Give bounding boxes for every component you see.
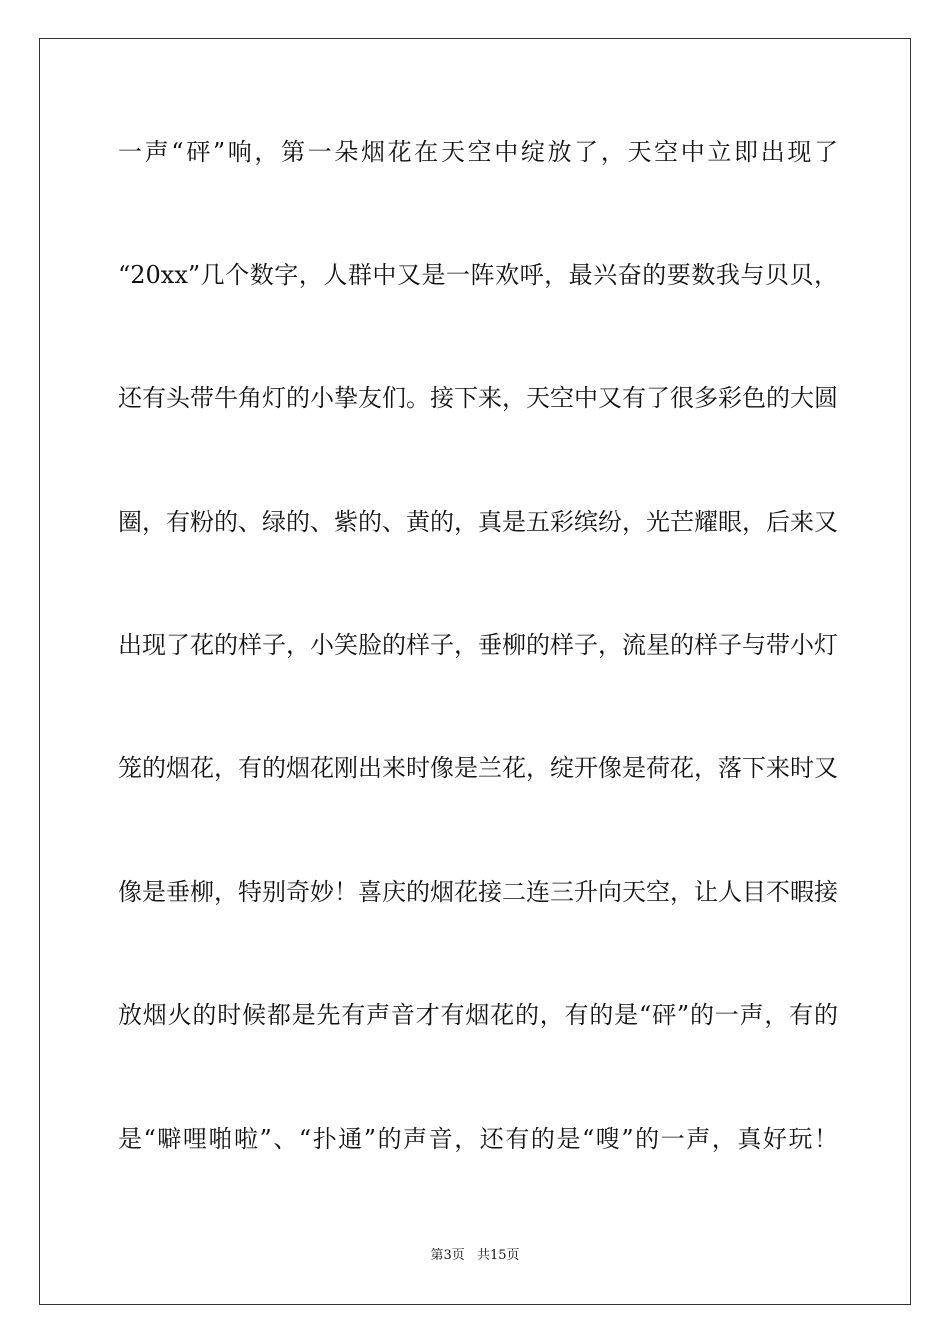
text-line: 像是垂柳，特别奇妙！喜庆的烟花接二连三升向天空，让人目不暇接 — [118, 878, 838, 906]
text-line: 出现了花的样子，小笑脸的样子，垂柳的样子，流星的样子与带小灯 — [118, 631, 838, 659]
page-frame — [39, 38, 911, 1305]
page-footer — [0, 1247, 950, 1265]
page-number: 第3页 — [430, 1248, 465, 1263]
text-line: 圈，有粉的、绿的、紫的、黄的，真是五彩缤纷，光芒耀眼，后来又 — [118, 508, 838, 536]
text-line: 一声“砰”响，第一朵烟花在天空中绽放了，天空中立即出现了 — [118, 138, 838, 166]
text-line: 放烟火的时候都是先有声音才有烟花的，有的是“砰”的一声，有的 — [118, 1001, 838, 1029]
text-line: 是“噼哩啪啦”、“扑通”的声音，还有的是“嗖”的一声，真好玩！ — [118, 1125, 838, 1153]
text-line: 笼的烟花，有的烟花刚出来时像是兰花，绽开像是荷花，落下来时又 — [118, 754, 838, 782]
text-line: 还有头带牛角灯的小挚友们。接下来，天空中又有了很多彩色的大圆 — [118, 384, 838, 412]
page-total: 共15页 — [476, 1248, 520, 1263]
text-line: “20xx”几个数字，人群中又是一阵欢呼，最兴奋的要数我与贝贝， — [118, 261, 838, 289]
